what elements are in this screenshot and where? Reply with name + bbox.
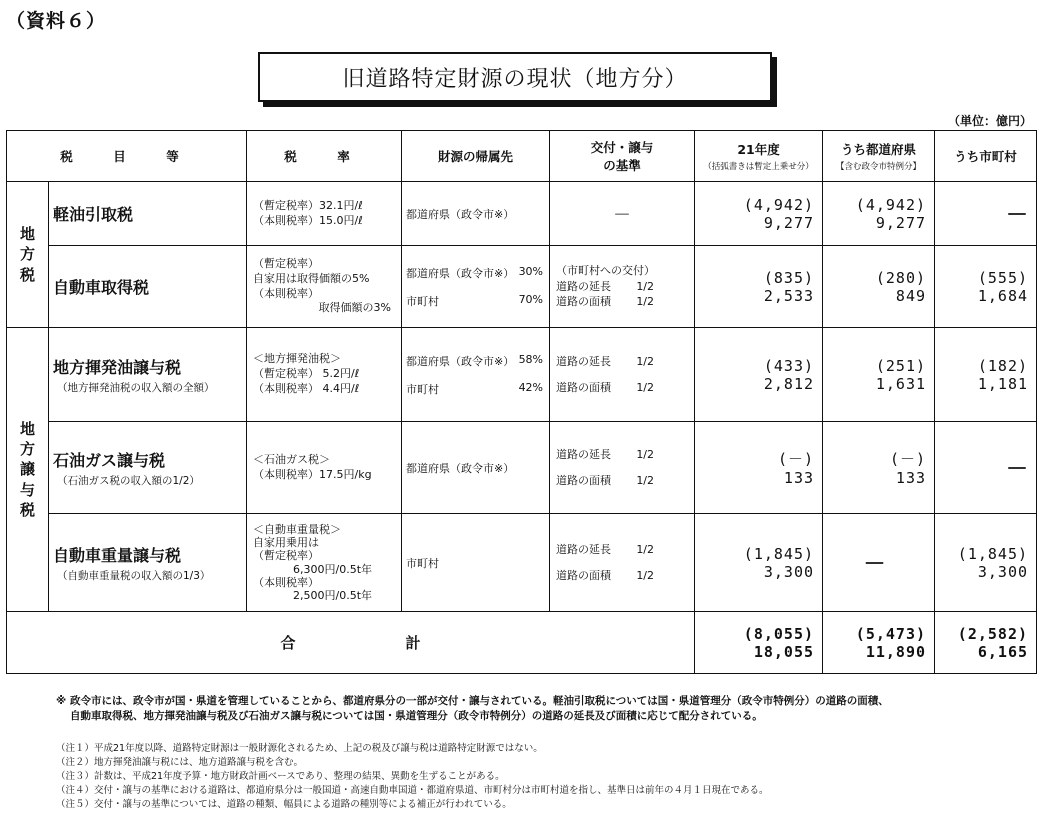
unit-label: （単位：億円）: [947, 114, 1032, 128]
fy21-value: (1,845) 3,300: [695, 514, 823, 612]
revenue-destination: 都道府県（政令市※）: [402, 182, 550, 246]
municipality-value: (182) 1,181: [935, 328, 1037, 422]
total-label: 合 計: [7, 612, 695, 674]
municipality-value: (1,845) 3,300: [935, 514, 1037, 612]
table-row: [7, 514, 1037, 612]
distribution-basis: 道路の延長 1/2 道路の面積 1/2: [550, 514, 695, 612]
group-local-tax: 地 方 税: [7, 182, 49, 328]
revenue-destination: 都道府県（政令市※） 58% 市町村 42%: [402, 328, 550, 422]
distribution-basis: 道路の延長 1/2 道路の面積 1/2: [550, 328, 695, 422]
tax-name: 軽油引取税: [49, 182, 247, 246]
prefecture-value: (－) 133: [823, 422, 935, 514]
prefecture-value: (4,942) 9,277: [823, 182, 935, 246]
footnote: （注１）平成21年度以降、道路特定財源は一般財源化されるため、上記の税及び譲与税は道路特定財源ではない。: [56, 743, 543, 755]
distribution-basis: －: [550, 182, 695, 246]
header-municipality: うち市町村: [935, 131, 1037, 182]
designated-city-note: ※ 政令市には、政令市が国・県道を管理していることから、都道府県分の一部が交付・譲与されている。軽油引取税については国・県道管理分（政令市特例分）の道路の面積、 自動車取得税、地方揮発油譲与税及び石油ガス譲与税については国・県道管理分（政令市特例分）の道路の延長及び面積に応じて配分されている。: [56, 695, 889, 723]
municipality-value: －: [935, 422, 1037, 514]
tax-rate: ＜地方揮発油税＞ （暫定税率） 5.2円/ℓ （本則税率） 4.4円/ℓ: [247, 328, 402, 422]
total-municipality: (2,582) 6,165: [935, 612, 1037, 674]
table-row: [7, 328, 1037, 422]
municipality-value: －: [935, 182, 1037, 246]
tax-rate: （暫定税率） 自家用は取得価額の5% （本則税率） 取得価額の3%: [247, 246, 402, 328]
tax-name: 自動車重量譲与税 （自動車重量税の収入額の1/3）: [49, 514, 247, 612]
revenue-destination: 都道府県（政令市※）: [402, 422, 550, 514]
table-row: [7, 422, 1037, 514]
tax-name: 地方揮発油譲与税 （地方揮発油税の収入額の全額）: [49, 328, 247, 422]
total-prefecture: (5,473) 11,890: [823, 612, 935, 674]
fy21-value: (－) 133: [695, 422, 823, 514]
tax-rate: ＜自動車重量税＞ 自家用乗用は （暫定税率） 6,300円/0.5t年 （本則税率） 2,500円/0.5t年: [247, 514, 402, 612]
table-row: [7, 182, 1037, 246]
distribution-basis: （市町村への交付） 道路の延長 1/2 道路の面積 1/2: [550, 246, 695, 328]
header-prefecture: うち都道府県 【含む政令市特例分】: [823, 131, 935, 182]
municipality-value: (555) 1,684: [935, 246, 1037, 328]
footnote: （注２）地方揮発油譲与税には、地方道路譲与税を含む。: [56, 757, 304, 769]
footnote: （注４）交付・譲与の基準における道路は、都道府県分は一般国道・高速自動車国道・都道府県道、市町村分は市町村道を指し、基準日は前年の４月１日現在である。: [56, 784, 769, 796]
header-item: 税 目 等: [7, 131, 247, 182]
tax-name: 石油ガス譲与税 （石油ガス税の収入額の1/2）: [49, 422, 247, 514]
header-destination: 財源の帰属先: [402, 131, 550, 182]
footnote: （注３）計数は、平成21年度予算・地方財政計画ベースであり、整理の結果、異動を生ずることがある。: [56, 770, 505, 782]
distribution-basis: 道路の延長 1/2 道路の面積 1/2: [550, 422, 695, 514]
header-fy21: 21年度 （括弧書きは暫定上乗せ分）: [695, 131, 823, 182]
tax-name: 自動車取得税: [49, 246, 247, 328]
fy21-value: (433) 2,812: [695, 328, 823, 422]
prefecture-value: (251) 1,631: [823, 328, 935, 422]
group-transfer-tax: 地 方 譲 与 税: [7, 328, 49, 612]
total-fy21: (8,055) 18,055: [695, 612, 823, 674]
notes-section: [56, 694, 1026, 811]
footnote: （注５）交付・譲与の基準については、道路の種類、幅員による道路の種別等による補正が行われている。: [56, 798, 512, 810]
total-row: [7, 612, 1037, 674]
header-rate: 税 率: [247, 131, 402, 182]
tax-rate: ＜石油ガス税＞ （本則税率）17.5円/kg: [247, 422, 402, 514]
table-row: [7, 246, 1037, 328]
fy21-value: (4,942) 9,277: [695, 182, 823, 246]
header-row: [7, 131, 1037, 182]
revenue-table: [6, 130, 1037, 674]
prefecture-value: (280) 849: [823, 246, 935, 328]
page-title: 旧道路特定財源の現状（地方分）: [342, 66, 688, 92]
revenue-destination: 市町村: [402, 514, 550, 612]
header-basis: 交付・譲与 の基準: [550, 131, 695, 182]
revenue-destination: 都道府県（政令市※） 30% 市町村 70%: [402, 246, 550, 328]
fy21-value: (835) 2,533: [695, 246, 823, 328]
tax-rate: （暫定税率）32.1円/ℓ （本則税率）15.0円/ℓ: [247, 182, 402, 246]
prefecture-value: －: [823, 514, 935, 612]
document-label: （資料６）: [6, 10, 107, 32]
title-box: [258, 52, 772, 102]
